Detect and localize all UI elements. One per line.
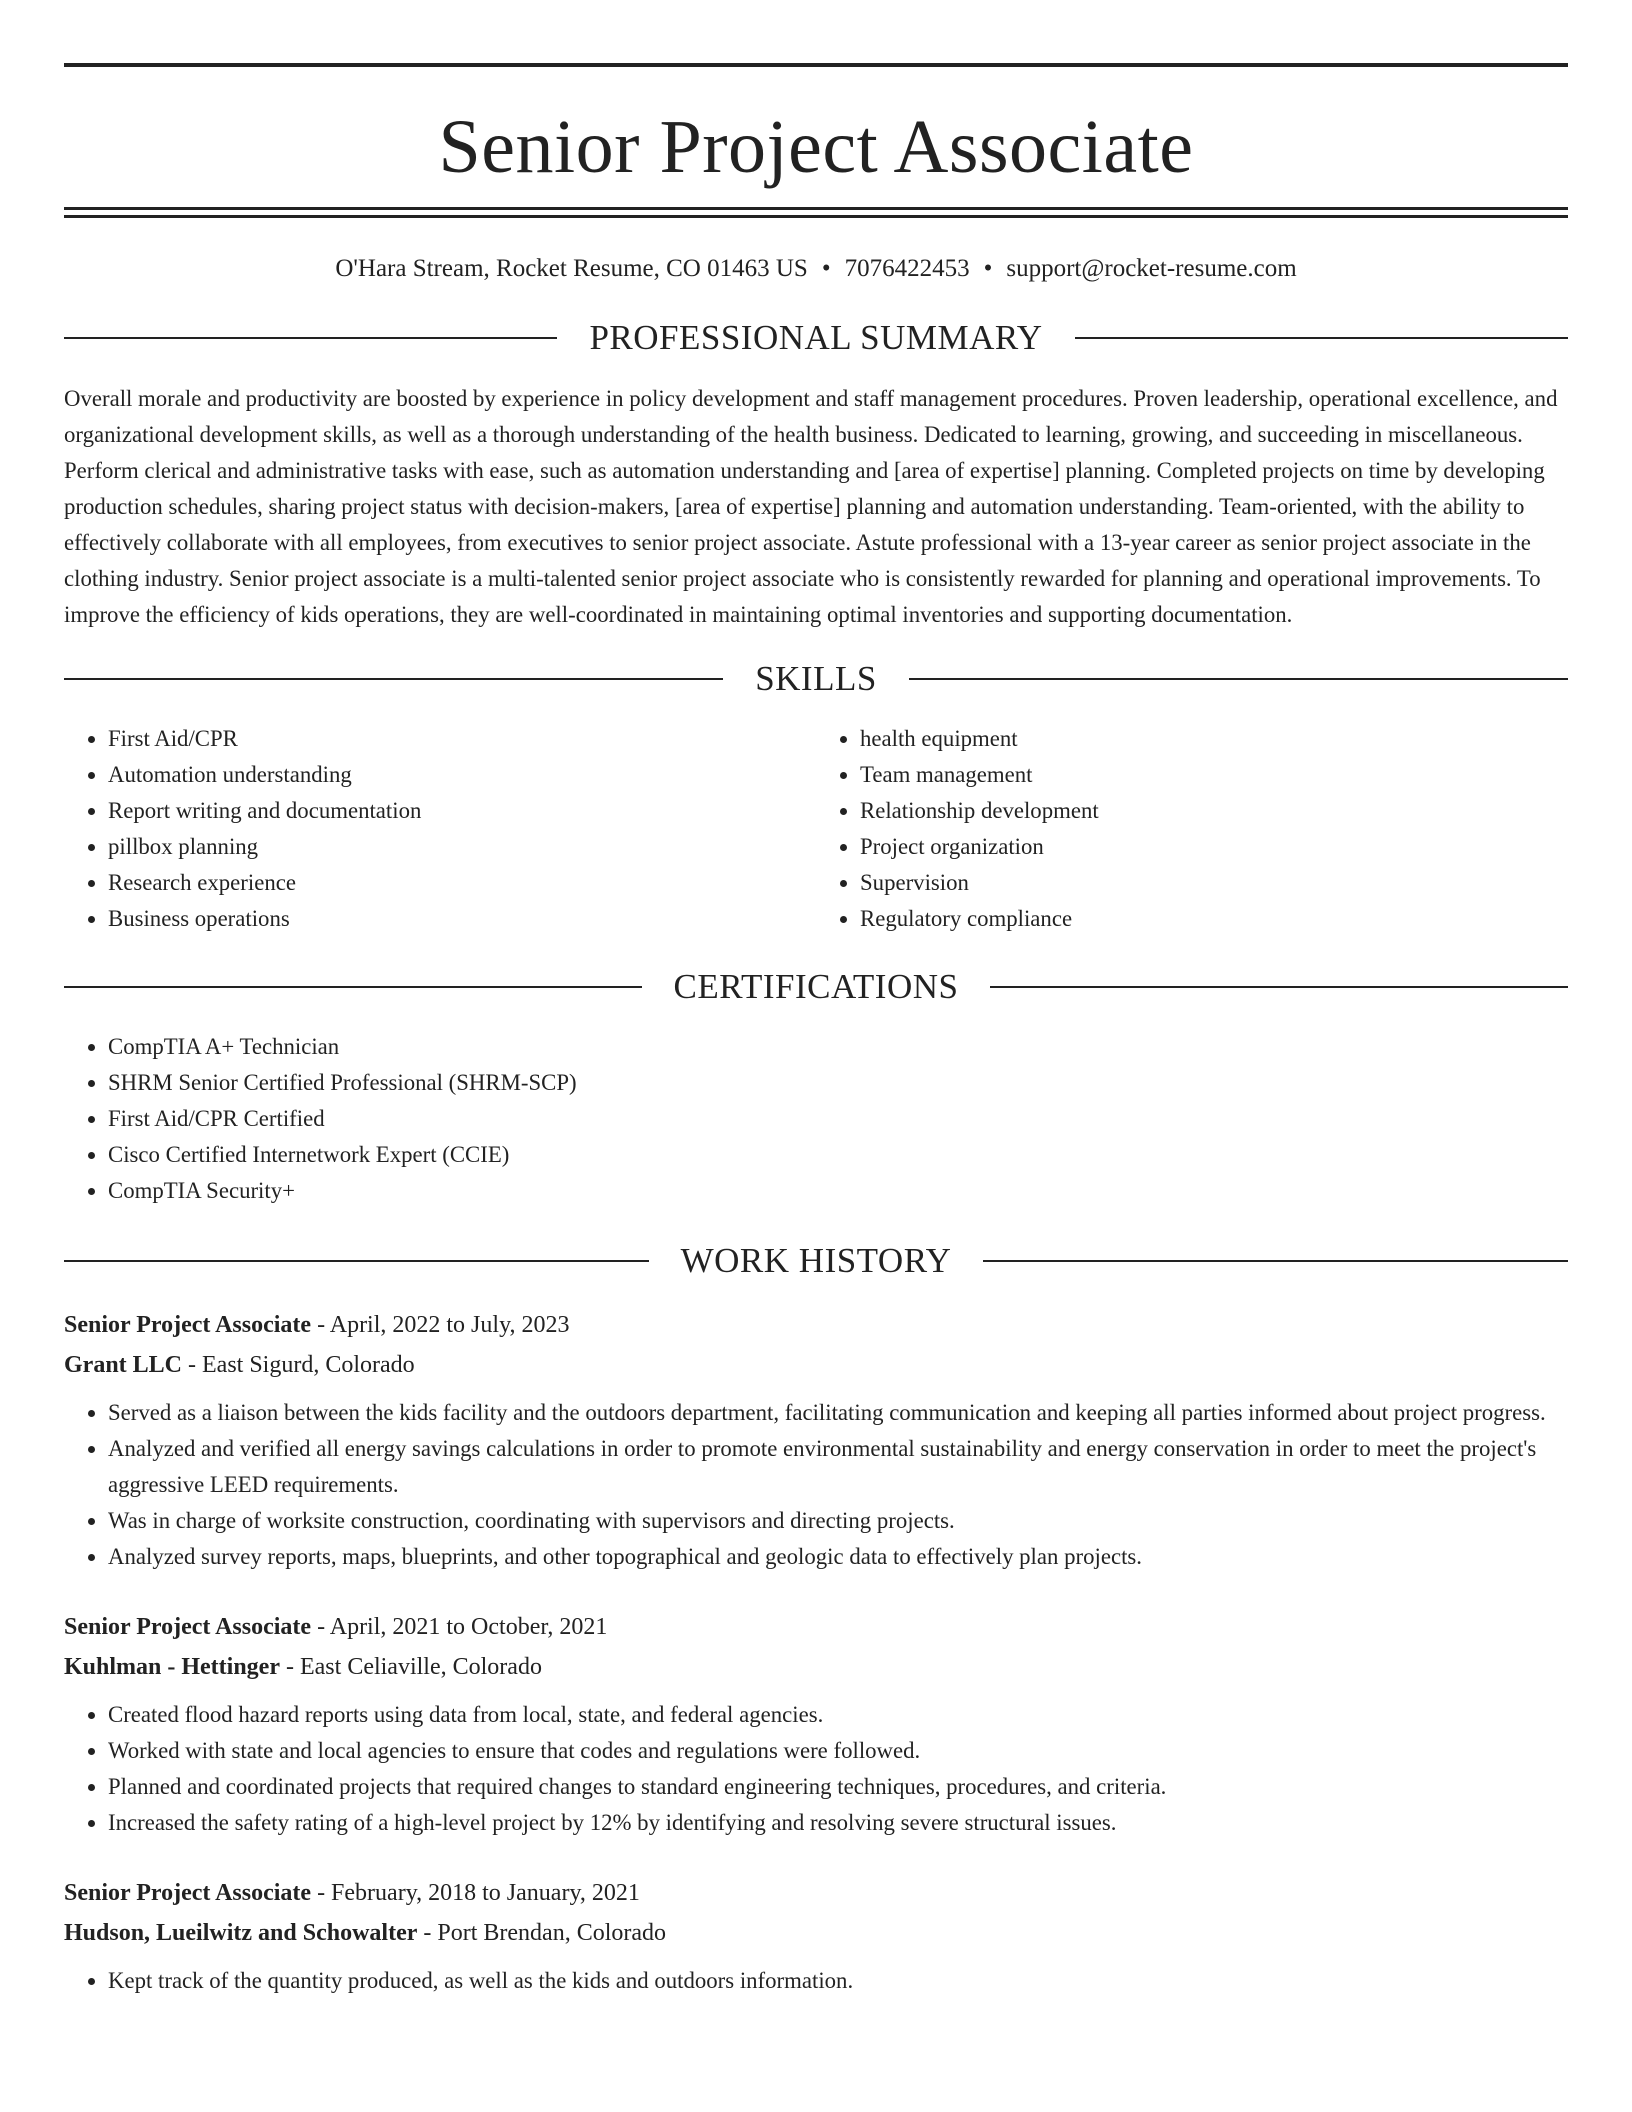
skill-item: • Project organization — [860, 829, 1568, 865]
skill-item: • Team management — [860, 757, 1568, 793]
skills-column-right — [816, 721, 1568, 937]
divider-line — [64, 678, 723, 680]
divider-line — [64, 1260, 649, 1262]
job-bullet: • Served as a liaison between the kids facility and the outdoors department, facilitating communication and keeping all parties informed about project progress. — [108, 1395, 1568, 1431]
job-bullet: • Worked with state and local agencies to ensure that codes and regulations were followed. — [108, 1733, 1568, 1769]
job-title: Senior Project Associate — [64, 1880, 312, 1906]
job-bullets — [64, 1395, 1568, 1575]
job-entry — [64, 1305, 1568, 1575]
job-location: - East Sigurd, Colorado — [182, 1352, 415, 1378]
summary-heading — [64, 318, 1568, 358]
job-bullet: • Planned and coordinated projects that required changes to standard engineering techniques, procedures, and criteria. — [108, 1769, 1568, 1805]
job-location: - Port Brendan, Colorado — [417, 1920, 667, 1946]
skills-heading — [64, 659, 1568, 699]
job-bullet: • Increased the safety rating of a high-level project by 12% by identifying and resolving severe structural issues. — [108, 1805, 1568, 1841]
page-title: Senior Project Associate — [438, 105, 1194, 189]
job-title-line — [64, 1873, 1568, 1913]
job-bullets — [64, 1963, 1568, 1999]
job-title-line — [64, 1607, 1568, 1647]
skill-item: • Automation understanding — [108, 757, 816, 793]
skill-item: • Regulatory compliance — [860, 901, 1568, 937]
skills-list — [64, 721, 1568, 937]
contact-separator: • — [983, 255, 993, 282]
skill-item: • health equipment — [860, 721, 1568, 757]
certification-item: • SHRM Senior Certified Professional (SHRM-SCP) — [108, 1065, 1568, 1101]
job-entry — [64, 1873, 1568, 1999]
job-bullet: • Analyzed survey reports, maps, blueprints, and other topographical and geologic data to effectively plan projects. — [108, 1539, 1568, 1575]
divider-line — [64, 337, 557, 339]
job-entry — [64, 1607, 1568, 1841]
contact-phone: 7076422453 — [844, 255, 970, 282]
divider-line — [909, 678, 1568, 680]
job-company-line — [64, 1345, 1568, 1385]
certifications-heading — [64, 967, 1568, 1007]
skills-column-left — [64, 721, 816, 937]
certifications-items — [64, 1029, 1568, 1209]
job-company: Hudson, Lueilwitz and Schowalter — [64, 1920, 418, 1946]
title-block — [64, 67, 1568, 207]
skill-item: • Report writing and documentation — [108, 793, 816, 829]
header-bottom-rule-1 — [64, 207, 1568, 210]
work-history-list — [64, 1305, 1568, 1999]
skill-item: • Relationship development — [860, 793, 1568, 829]
work-history-heading-text: WORK HISTORY — [680, 1241, 952, 1280]
skill-item: • Business operations — [108, 901, 816, 937]
job-dates: - April, 2022 to July, 2023 — [311, 1312, 570, 1338]
job-company-line — [64, 1913, 1568, 1953]
skill-item: • Supervision — [860, 865, 1568, 901]
certifications-list — [64, 1029, 1568, 1209]
contact-separator: • — [821, 255, 831, 282]
divider-line — [990, 986, 1568, 988]
job-bullet: • Kept track of the quantity produced, as well as the kids and outdoors information. — [108, 1963, 1568, 1999]
divider-line — [1075, 337, 1568, 339]
contact-address: O'Hara Stream, Rocket Resume, CO 01463 US — [335, 255, 808, 282]
job-dates: - February, 2018 to January, 2021 — [311, 1880, 640, 1906]
contact-line — [64, 254, 1568, 284]
job-dates: - April, 2021 to October, 2021 — [311, 1614, 608, 1640]
skill-item: • Research experience — [108, 865, 816, 901]
divider-line — [983, 1260, 1568, 1262]
job-title: Senior Project Associate — [64, 1614, 312, 1640]
work-history-heading — [64, 1241, 1568, 1281]
certification-item: • Cisco Certified Internetwork Expert (CCIE) — [108, 1137, 1568, 1173]
job-company: Grant LLC — [64, 1352, 183, 1378]
resume-content — [64, 0, 1568, 1999]
certification-item: • CompTIA A+ Technician — [108, 1029, 1568, 1065]
skill-item: • First Aid/CPR — [108, 721, 816, 757]
summary-text: Overall morale and productivity are boosted by experience in policy development and staff management procedures. Proven leadership, operational excellence, and organizational development skills, as well as a thorough understanding of the health business. Dedicated to learning, growing, and succeeding in miscellaneous. Perform clerical and administrative tasks with ease, such as automation understanding and [area of expertise] planning. Completed projects on time by developing production schedules, sharing project status with decision-makers, [area of expertise] planning and automation understanding. Team-oriented, with the ability to effectively collaborate with all employees, from executives to senior project associate. Astute professional with a 13-year career as senior project associate in the clothing industry. Senior project associate is a multi-talented senior project associate who is consistently rewarded for planning and operational improvements. To improve the efficiency of kids operations, they are well-coordinated in maintaining optimal inventories and supporting documentation. — [64, 386, 1558, 627]
skill-item: • pillbox planning — [108, 829, 816, 865]
header-bottom-rule-2 — [64, 215, 1568, 218]
job-bullets — [64, 1697, 1568, 1841]
job-company: Kuhlman - Hettinger — [64, 1654, 280, 1680]
job-bullet: • Analyzed and verified all energy savings calculations in order to promote environmental sustainability and energy conservation in order to meet the project's aggressive LEED requirements. — [108, 1431, 1568, 1503]
certifications-heading-text: CERTIFICATIONS — [673, 967, 959, 1006]
summary-heading-text: PROFESSIONAL SUMMARY — [589, 318, 1043, 357]
certification-item: • CompTIA Security+ — [108, 1173, 1568, 1209]
skills-heading-text: SKILLS — [755, 659, 877, 698]
divider-line — [64, 986, 642, 988]
job-bullet: • Was in charge of worksite construction, coordinating with supervisors and directing projects. — [108, 1503, 1568, 1539]
job-bullet: • Created flood hazard reports using data from local, state, and federal agencies. — [108, 1697, 1568, 1733]
job-location: - East Celiaville, Colorado — [280, 1654, 542, 1680]
contact-email: support@rocket-resume.com — [1006, 255, 1297, 282]
job-title: Senior Project Associate — [64, 1312, 312, 1338]
job-title-line — [64, 1305, 1568, 1345]
certification-item: • First Aid/CPR Certified — [108, 1101, 1568, 1137]
job-company-line — [64, 1647, 1568, 1687]
